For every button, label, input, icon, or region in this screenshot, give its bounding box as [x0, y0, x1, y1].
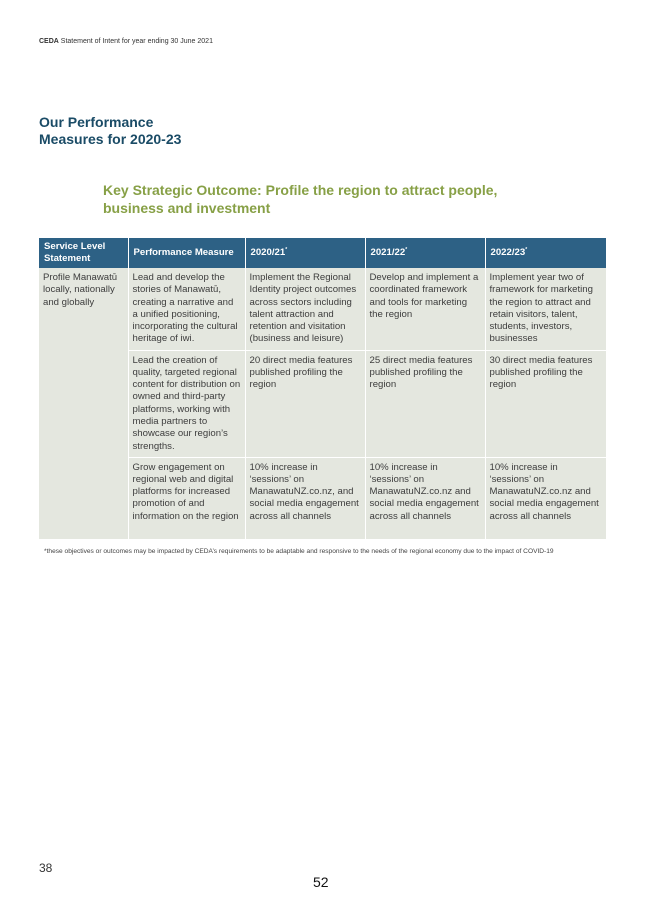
- target-2021-22-cell: 10% increase in ‘sessions’ on ManawatuNZ.co.nz and social media engagement across all channels: [365, 457, 485, 539]
- target-2020-21-cell: 10% increase in ‘sessions’ on ManawatuNZ.co.nz, and social media engagement across all channels: [245, 457, 365, 539]
- header-text: Statement of Intent for year ending 30 June 2021: [60, 38, 213, 45]
- service-level-cell: Profile Manawatū locally, nationally and globally: [39, 268, 128, 539]
- target-2020-21-cell: 20 direct media features published profiling the region: [245, 350, 365, 457]
- page-number: 38: [39, 861, 53, 875]
- asterisk: *: [525, 246, 528, 253]
- key-strategic-outcome: Key Strategic Outcome: Profile the region to attract people, business and investment: [103, 182, 498, 216]
- performance-measures-table: [39, 238, 606, 540]
- header-2021-22: [365, 238, 485, 268]
- target-2022-23-cell: 30 direct media features published profiling the region: [485, 350, 606, 457]
- header-2022-23: [485, 238, 606, 268]
- target-2022-23-cell: 10% increase in ‘sessions’ on ManawatuNZ.co.nz and social media engagement across all channels: [485, 457, 606, 539]
- section-title-line2: Measures for 2020-23: [39, 131, 182, 147]
- asterisk: *: [285, 246, 288, 253]
- page-number-secondary: 52: [313, 874, 329, 890]
- table-header-row: [39, 238, 606, 268]
- header-service-level: Service Level Statement: [39, 238, 128, 268]
- target-2021-22-cell: Develop and implement a coordinated framework and tools for marketing the region: [365, 268, 485, 350]
- header-brand: CEDA: [39, 38, 59, 45]
- asterisk: *: [405, 246, 408, 253]
- target-2020-21-cell: Implement the Regional Identity project outcomes across sectors including talent attraction and retention and visitation (business and leisure): [245, 268, 365, 350]
- header-performance-measure: Performance Measure: [128, 238, 245, 268]
- document-header: [39, 38, 213, 45]
- target-2021-22-cell: 25 direct media features published profiling the region: [365, 350, 485, 457]
- year-label: 2020/21: [250, 247, 286, 258]
- year-label: 2021/22: [370, 247, 406, 258]
- table-row: [39, 268, 606, 350]
- target-2022-23-cell: Implement year two of framework for marketing the region to attract and retain visitors, talent, students, investors, businesses: [485, 268, 606, 350]
- footnote: *these objectives or outcomes may be impacted by CEDA’s requirements to be adaptable and responsive to the needs of the regional economy due to the impact of COVID-19: [44, 548, 554, 555]
- header-2020-21: [245, 238, 365, 268]
- year-label: 2022/23: [490, 247, 526, 258]
- section-title-line1: Our Performance: [39, 114, 154, 130]
- measure-cell: Lead and develop the stories of Manawatū, creating a narrative and a unified positioning, incorporating the cultural heritage of iwi.: [128, 268, 245, 350]
- section-title: [39, 114, 181, 148]
- measure-cell: Lead the creation of quality, targeted regional content for distribution on owned and third-party platforms, working with media partners to showcase our region’s strengths.: [128, 350, 245, 457]
- measure-cell: Grow engagement on regional web and digital platforms for increased promotion of and information on the region: [128, 457, 245, 539]
